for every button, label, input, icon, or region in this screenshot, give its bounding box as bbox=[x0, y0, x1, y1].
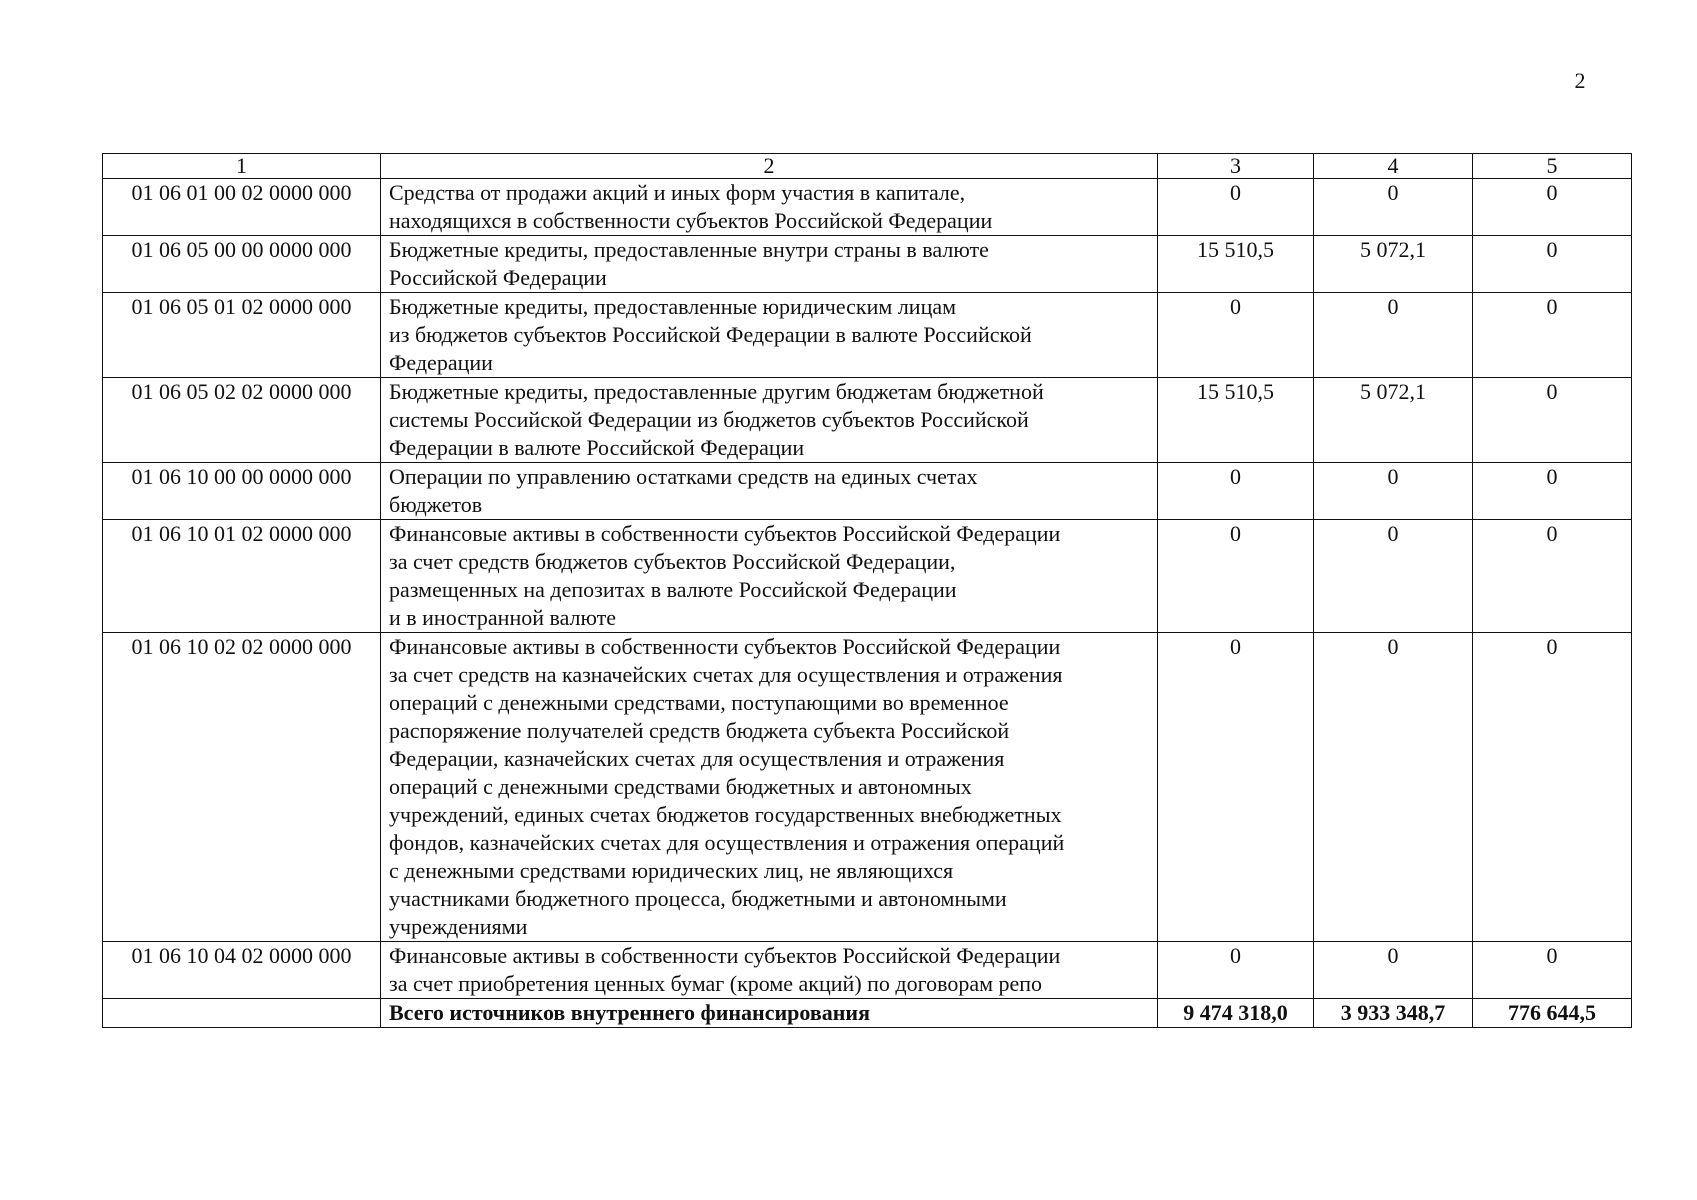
value-col5: 0 bbox=[1473, 236, 1632, 293]
value-col5: 0 bbox=[1473, 179, 1632, 236]
total-col4: 3 933 348,7 bbox=[1314, 999, 1473, 1028]
value-col3: 0 bbox=[1158, 942, 1314, 999]
budget-code: 01 06 10 01 02 0000 000 bbox=[103, 520, 381, 633]
value-col5: 0 bbox=[1473, 378, 1632, 463]
row-description: Бюджетные кредиты, предоставленные внутри страны в валюте Российской Федерации bbox=[381, 236, 1158, 293]
column-number-1: 1 bbox=[103, 154, 381, 179]
column-number-row bbox=[103, 154, 1632, 179]
column-number-3: 3 bbox=[1158, 154, 1314, 179]
total-code bbox=[103, 999, 381, 1028]
value-col4: 0 bbox=[1314, 179, 1473, 236]
table-row bbox=[103, 378, 1632, 463]
table-row bbox=[103, 463, 1632, 520]
table-row bbox=[103, 236, 1632, 293]
budget-code: 01 06 05 02 02 0000 000 bbox=[103, 378, 381, 463]
value-col4: 0 bbox=[1314, 293, 1473, 378]
row-description: Финансовые активы в собственности субъектов Российской Федерации за счет приобретения ценных бумаг (кроме акций) по договорам репо bbox=[381, 942, 1158, 999]
value-col5: 0 bbox=[1473, 633, 1632, 942]
row-description: Средства от продажи акций и иных форм участия в капитале, находящихся в собственности субъектов Российской Федерации bbox=[381, 179, 1158, 236]
column-number-2: 2 bbox=[381, 154, 1158, 179]
value-col4: 0 bbox=[1314, 942, 1473, 999]
value-col4: 0 bbox=[1314, 520, 1473, 633]
value-col3: 0 bbox=[1158, 463, 1314, 520]
value-col5: 0 bbox=[1473, 293, 1632, 378]
value-col3: 0 bbox=[1158, 179, 1314, 236]
budget-code: 01 06 05 01 02 0000 000 bbox=[103, 293, 381, 378]
column-number-4: 4 bbox=[1314, 154, 1473, 179]
table-row bbox=[103, 179, 1632, 236]
total-col5: 776 644,5 bbox=[1473, 999, 1632, 1028]
budget-code: 01 06 10 04 02 0000 000 bbox=[103, 942, 381, 999]
row-description: Бюджетные кредиты, предоставленные юридическим лицам из бюджетов субъектов Российской Федерации в валюте Российской Федерации bbox=[381, 293, 1158, 378]
value-col4: 0 bbox=[1314, 463, 1473, 520]
financing-sources-table bbox=[102, 153, 1632, 1028]
value-col3: 0 bbox=[1158, 293, 1314, 378]
total-col3: 9 474 318,0 bbox=[1158, 999, 1314, 1028]
table-row bbox=[103, 633, 1632, 942]
value-col3: 15 510,5 bbox=[1158, 378, 1314, 463]
value-col5: 0 bbox=[1473, 463, 1632, 520]
value-col5: 0 bbox=[1473, 520, 1632, 633]
table-row bbox=[103, 520, 1632, 633]
value-col3: 0 bbox=[1158, 633, 1314, 942]
row-description: Финансовые активы в собственности субъектов Российской Федерации за счет средств бюджетов субъектов Российской Федерации, размещенных на депозитах в валюте Российской Федерации и в иностранной валюте bbox=[381, 520, 1158, 633]
row-description: Операции по управлению остатками средств на единых счетах бюджетов bbox=[381, 463, 1158, 520]
page-number: 2 bbox=[1574, 68, 1586, 93]
budget-code: 01 06 10 00 00 0000 000 bbox=[103, 463, 381, 520]
budget-code: 01 06 05 00 00 0000 000 bbox=[103, 236, 381, 293]
value-col3: 0 bbox=[1158, 520, 1314, 633]
value-col4: 5 072,1 bbox=[1314, 378, 1473, 463]
value-col5: 0 bbox=[1473, 942, 1632, 999]
total-label: Всего источников внутреннего финансирования bbox=[381, 999, 1158, 1028]
value-col3: 15 510,5 bbox=[1158, 236, 1314, 293]
budget-code: 01 06 01 00 02 0000 000 bbox=[103, 179, 381, 236]
value-col4: 5 072,1 bbox=[1314, 236, 1473, 293]
total-row bbox=[103, 999, 1632, 1028]
value-col4: 0 bbox=[1314, 633, 1473, 942]
row-description: Финансовые активы в собственности субъектов Российской Федерации за счет средств на казначейских счетах для осуществления и отражения операций с денежными средствами, поступающими во временное распоряжение получателей средств бюджета субъекта Российской Федерации, казначейских счетах для осуществления и отражения операций с денежными средствами бюджетных и автономных учреждений, единых счетах бюджетов государственных внебюджетных фондов, казначейских счетах для осуществления и отражения операций с денежными средствами юридических лиц, не являющихся участниками бюджетного процесса, бюджетными и автономными учреждениями bbox=[381, 633, 1158, 942]
column-number-5: 5 bbox=[1473, 154, 1632, 179]
table-row bbox=[103, 942, 1632, 999]
budget-code: 01 06 10 02 02 0000 000 bbox=[103, 633, 381, 942]
row-description: Бюджетные кредиты, предоставленные другим бюджетам бюджетной системы Российской Федерации из бюджетов субъектов Российской Федерации в валюте Российской Федерации bbox=[381, 378, 1158, 463]
table-row bbox=[103, 293, 1632, 378]
